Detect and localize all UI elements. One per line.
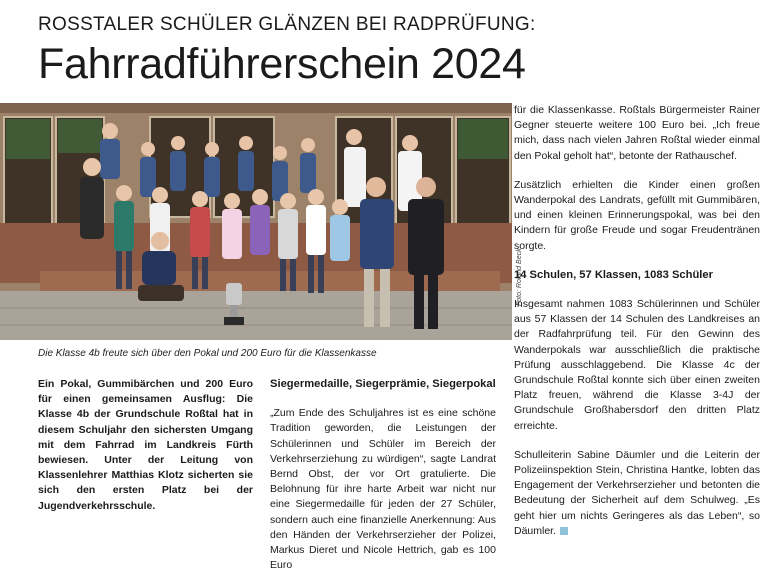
paragraph-class-fund: für die Klassenkasse. Roßtals Bürgermeister Rainer Gegner steuerte weitere 100 Euro bei. „Ich freue mich, dass nach vielen Jahren Roßtal wieder einmal den Pokal geholt hat“, betonte der Rathauschef.: [514, 104, 760, 162]
article-headline: Fahrradführerschein 2024: [38, 40, 526, 88]
photo-credit: Foto: Roland Beck: [516, 248, 523, 306]
article-photo: [0, 103, 512, 340]
paragraph-participation: Insgesamt nahmen 1083 Schülerinnen und Schüler aus 57 Klassen der 14 Schulen des Landkreises an der Radfahrprüfung teil. Für den Gewinn des Wanderpokals war ausschließlich die praktische Prüfung ausschlaggebend. Die Klasse 4c der Grundschule Roßtal konnte sich über einen zweiten Platz freuen, während die Klasse 3-4J der Grundschule Großhabersdorf den dritten Platz erreichte.: [514, 298, 760, 432]
article-kicker: ROSSTALER SCHÜLER GLÄNZEN BEI RADPRÜFUNG:: [38, 14, 536, 35]
paragraph-trophy: Zusätzlich erhielten die Kinder einen großen Wanderpokal des Landrats, gefüllt mit Gummibären, und einen kleinen Erinnerungspokal, was bei den Kindern für große Freude und sogar Freudentränen sorgte.: [514, 178, 760, 252]
paragraph-praise: [514, 448, 760, 539]
article-lead: Ein Pokal, Gummibärchen und 200 Euro für einen gemeinsamen Ausflug: Die Klasse 4b der Grundschule Roßtal hat in diesem Schuljahr den sichersten Umgang mit dem Fahrrad im Landkreis Fürth bewiesen. Unter der Leitung von Klassenlehrer Matthias Klotz sicherten sie sich den ersten Platz bei der Jugendverkehrsschule.: [38, 378, 253, 512]
paragraph-praise-text: Schulleiterin Sabine Däumler und die Leiterin der Polizeiinspektion Stein, Christina Hantke, lobten das Engagement der Verkehrserzieher und betonten die Bedeutung der Sicherheit auf dem Schulweg. „Es geht hier um nichts Geringeres als das Leben“, so Däumler.: [514, 448, 760, 537]
article-column-2: [270, 377, 496, 587]
article-end-mark: [560, 527, 568, 535]
section-heading-stats: 14 Schulen, 57 Klassen, 1083 Schüler: [514, 268, 713, 281]
group-photo-illustration: [0, 103, 512, 340]
article-column-3: [514, 103, 760, 539]
section-heading-medal: Siegermedaille, Siegerprämie, Siegerpokal: [270, 378, 496, 390]
section-text-medal: „Zum Ende des Schuljahres ist es eine schöne Tradition geworden, die Leistungen der Schülerinnen und Schüler im Bereich der Verkehrserziehung zu würdigen“, sagte Landrat Bernd Obst, der vor Ort gratulierte. Die Belohnung für ihre harte Arbeit war nicht nur eine Siegermedaille für jeden der 27 Schüler, sondern auch eine finanzielle Anerkennung: Aus den Händen der Verkehrserzieher der Polizei, Markus Dieret und Nicole Hettrich, gab es 100 Euro: [270, 407, 496, 572]
photo-caption: Die Klasse 4b freute sich über den Pokal und 200 Euro für die Klassenkasse: [38, 348, 377, 359]
